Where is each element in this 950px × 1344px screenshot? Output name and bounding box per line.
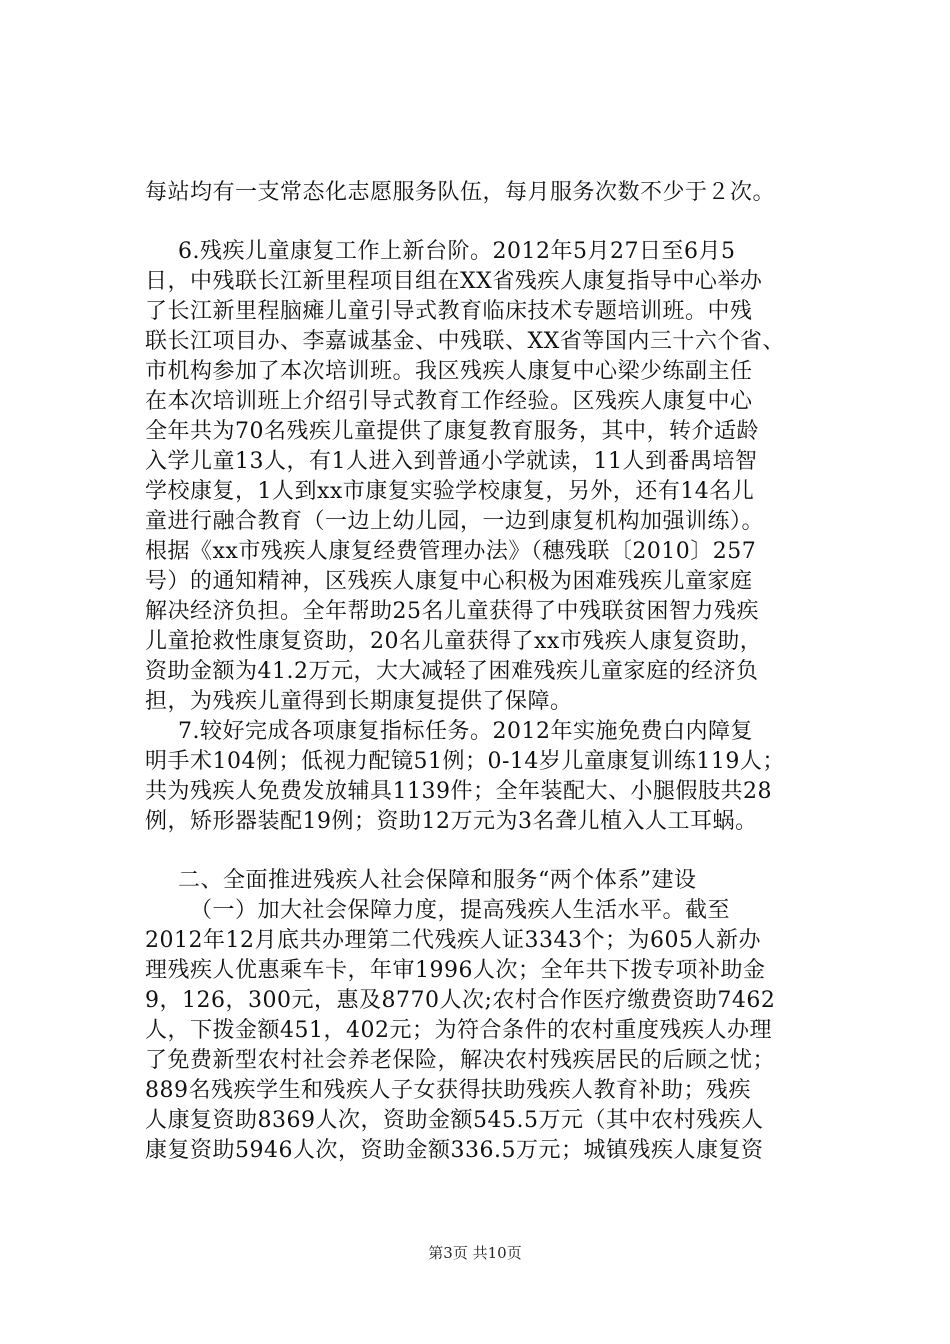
paragraph-line-30: 人康复资助8369人次，资助金额545.5万元（其中农村残疾人 [145, 1108, 764, 1133]
paragraph-line-26: 9，126，300元，惠及8770人次;农村合作医疗缴费资助7462 [145, 988, 776, 1013]
paragraph-line-24: 2012年12月底共办理第二代残疾人证3343个；为605人新办 [145, 928, 761, 953]
paragraph-line-19: 明手术104例；低视力配镜51例；0-14岁儿童康复训练119人； [145, 749, 785, 774]
paragraph-line-10: 学校康复，1人到xx市康复实验学校康复，另外，还有14名儿 [145, 479, 755, 504]
paragraph-line-23: （一）加大社会保障力度，提高残疾人生活水平。截至 [190, 898, 731, 923]
paragraph-line-14: 解决经济负担。全年帮助25名儿童获得了中残联贫困智力残疾 [145, 599, 759, 624]
paragraph-line-9: 入学儿童13人，有1人进入到普通小学就读，11人到番禺培智 [145, 449, 758, 474]
paragraph-line-15: 儿童抢救性康复资助，20名儿童获得了xx市残疾人康复资助， [145, 629, 763, 654]
page-footer: 第3页 共10页 [428, 1244, 522, 1262]
paragraph-line-31: 康复资助5946人次，资助金额336.5万元；城镇残疾人康复资 [145, 1138, 764, 1163]
paragraph-line-4: 了长江新里程脑瘫儿童引导式教育临床技术专题培训班。中残 [145, 299, 753, 324]
paragraph-line-7: 在本次培训班上介绍引导式教育工作经验。区残疾人康复中心 [145, 389, 753, 414]
paragraph-line-16: 资助金额为41.2万元，大大减轻了困难残疾儿童家庭的经济负 [145, 659, 759, 684]
paragraph-line-27: 人，下拨金额451，402元；为符合条件的农村重度残疾人办理 [145, 1018, 772, 1043]
section-heading: 二、全面推进残疾人社会保障和服务“两个体系”建设 [178, 868, 697, 893]
paragraph-line-13: 号）的通知精神，区残疾人康复中心积极为困难残疾儿童家庭 [145, 569, 753, 594]
paragraph-line-20: 共为残疾人免费发放辅具1139件；全年装配大、小腿假肢共28 [145, 779, 772, 804]
paragraph-line-18: 7.较好完成各项康复指标任务。2012年实施免费白内障复 [178, 719, 753, 744]
paragraph-line-3: 日，中残联长江新里程项目组在XX省残疾人康复指导中心举办 [145, 269, 763, 294]
paragraph-line-25: 理残疾人优惠乘车卡，年审1996人次；全年共下拨专项补助金 [145, 958, 766, 983]
paragraph-line-5: 联长江项目办、李嘉诚基金、中残联、XX省等国内三十六个省、 [145, 329, 785, 354]
paragraph-line-29: 889名残疾学生和残疾人子女获得扶助残疾人教育补助；残疾 [145, 1078, 751, 1103]
paragraph-line-8: 全年共为70名残疾儿童提供了康复教育服务，其中，转介适龄 [145, 419, 759, 444]
paragraph-line-1: 每站均有一支常态化志愿服务队伍，每月服务次数不少于２次。 [145, 180, 776, 205]
paragraph-line-12: 根据《xx市残疾人康复经费管理办法》（穗残联〔2010〕257 [145, 539, 757, 564]
paragraph-line-28: 了免费新型农村社会养老保险，解决农村残疾居民的后顾之忧； [145, 1048, 776, 1073]
paragraph-line-6: 市机构参加了本次培训班。我区残疾人康复中心梁少练副主任 [145, 359, 753, 384]
paragraph-line-17: 担，为残疾儿童得到长期康复提供了保障。 [145, 689, 573, 714]
paragraph-line-2: 6.残疾儿童康复工作上新台阶。2012年5月27日至6月5 [178, 239, 736, 264]
paragraph-line-11: 童进行融合教育（一边上幼儿园，一边到康复机构加强训练）。 [145, 509, 765, 534]
paragraph-line-21: 例，矫形器装配19例；资助12万元为3名聋儿植入人工耳蜗。 [145, 809, 758, 834]
